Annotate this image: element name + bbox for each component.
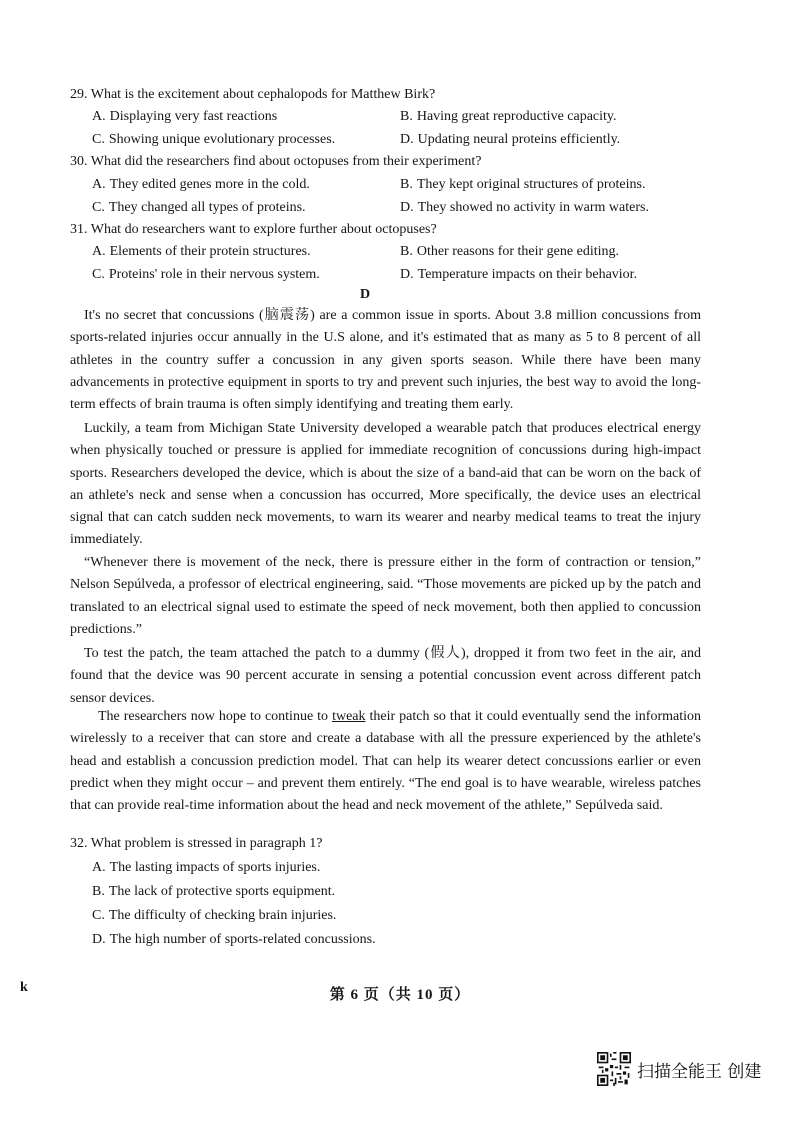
option-b: B. They kept original structures of proteins. <box>400 177 646 192</box>
option-a: A. The lasting impacts of sports injuries. <box>92 860 321 875</box>
option-b: B. The lack of protective sports equipment. <box>92 884 336 899</box>
option-a: A. They edited genes more in the cold. <box>92 177 310 192</box>
passage-paragraph-5: The researchers now hope to continue to tweak their patch so that it could eventually send the information wirelessly to a receiver that can store and create a database with all the pressure experienced by the athlete's head and establish a concussion prediction model. That can help its wearer detect concussions earlier or even predict when they might occur – and prevent them entirely. “The end goal is to have wearable, wireless patches that can provide real-time information about the head and neck movement of the athlete,” Sepúlveda said. <box>70 709 701 814</box>
option-a: A. Elements of their protein structures. <box>92 244 311 259</box>
margin-mark: k <box>20 980 28 995</box>
question-stem: 32. What problem is stressed in paragraph 1? <box>70 836 323 851</box>
passage-paragraph-2: Luckily, a team from Michigan State University developed a wearable patch that produces electrical energy when physically touched or pressure is applied for immediate recognition of concussions during high-impact sports. Researchers developed the device, which is about the size of a band-aid that can be worn on the back of an athlete's neck and sense when a concussion has occurred, More specifically, the device uses an electrical signal that can catch sudden neck movements, to warn its wearer and nearby medical teams to treat the injury immediately. <box>70 421 701 548</box>
page-number: 第 6 页（共 10 页） <box>329 987 471 1003</box>
passage-paragraph-3: “Whenever there is movement of the neck, there is pressure either in the form of contraction or tension,” Nelson Sepúlveda, a professor of electrical engineering, said. “Those movements are picked up by the patch and translated to an electrical signal used to estimate the speed of neck movement, both then applied to concussion predictions.” <box>70 555 701 637</box>
passage-paragraph-1: It's no secret that concussions (脑震荡) are a common issue in sports. About 3.8 million concussions from sports-related injuries occur annually in the U.S alone, and it's estimated that as many as 5 to 8 percent of all athletes in the country suffer a concussion in any given sports season. While there have been many advancements in protective equipment in sports to try and prevent such injuries, the best way to avoid the long-term effects of brain trauma is often simply identifying and treating them early. <box>70 308 701 413</box>
option-c: C. Showing unique evolutionary processes. <box>92 132 336 147</box>
question-stem: 31. What do researchers want to explore further about octopuses? <box>70 222 437 237</box>
option-d: D. The high number of sports-related concussions. <box>92 932 376 947</box>
option-b: B. Having great reproductive capacity. <box>400 109 617 124</box>
option-c: C. They changed all types of proteins. <box>92 200 306 215</box>
option-d: D. They showed no activity in warm waters. <box>400 200 649 215</box>
scanner-watermark <box>597 1052 772 1086</box>
scanner-label: 扫描全能王 创建 <box>637 1062 762 1082</box>
question-stem: 30. What did the researchers find about octopuses from their experiment? <box>70 154 482 169</box>
qr-code-icon <box>597 1052 631 1086</box>
option-c: C. Proteins' role in their nervous system. <box>92 267 320 282</box>
question-stem: 29. What is the excitement about cephalopods for Matthew Birk? <box>70 87 436 102</box>
option-d: D. Updating neural proteins efficiently. <box>400 132 621 147</box>
option-b: B. Other reasons for their gene editing. <box>400 244 619 259</box>
option-a: A. Displaying very fast reactions <box>92 109 278 124</box>
option-d: D. Temperature impacts on their behavior. <box>400 267 638 282</box>
passage-paragraph-4: To test the patch, the team attached the patch to a dummy (假人), dropped it from two feet in the air, and found that the device was 90 percent accurate in sensing a potential concussion event across different patch sensor devices. <box>70 646 701 706</box>
section-letter: D <box>359 287 371 302</box>
vocab-word-tweak: tweak <box>332 709 366 724</box>
option-c: C. The difficulty of checking brain injuries. <box>92 908 337 923</box>
